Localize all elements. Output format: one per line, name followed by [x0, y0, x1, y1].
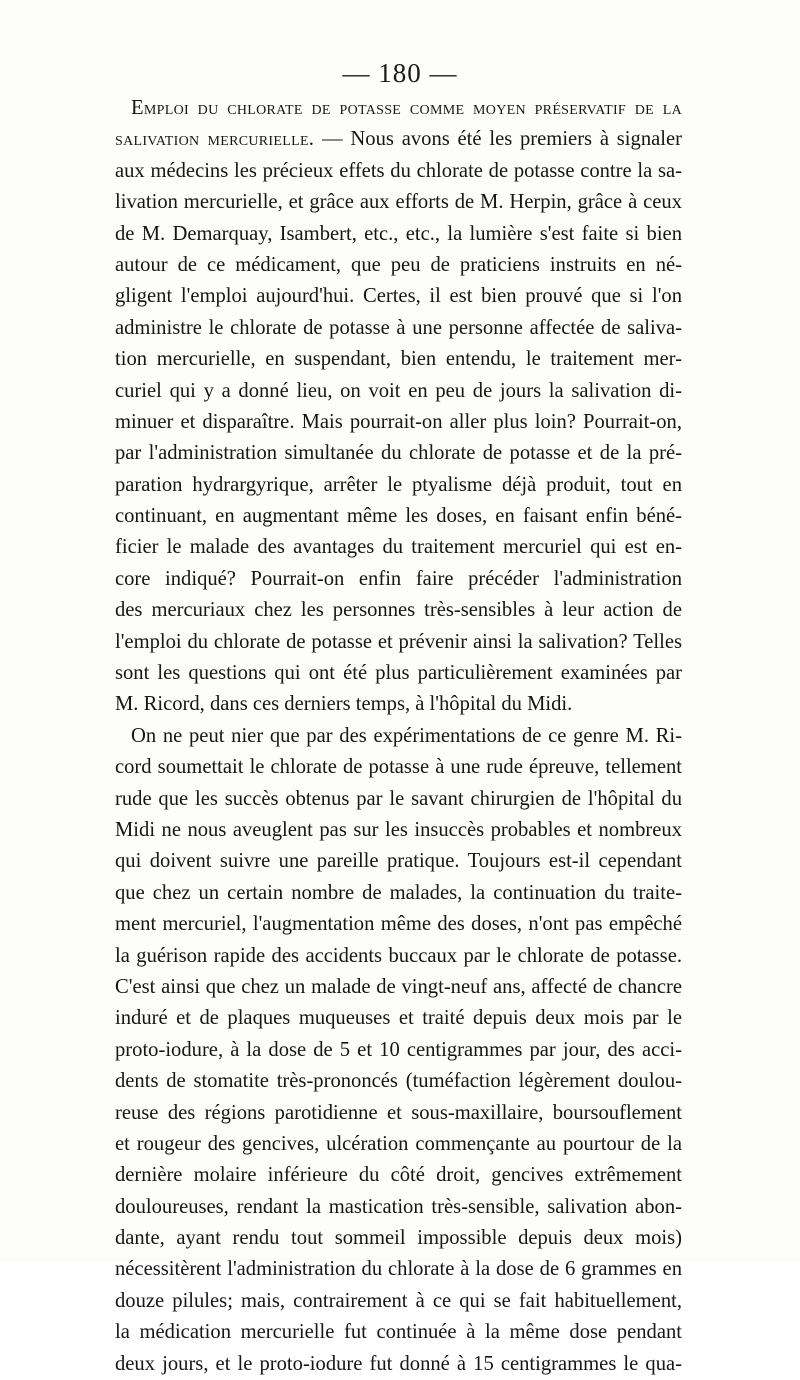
- text-line: ment mercuriel, l'augmentation même des doses, n'ont pas empêché: [115, 913, 682, 936]
- text-line: C'est ainsi que chez un malade de vingt-neuf ans, affecté de chancre: [115, 975, 682, 998]
- section-heading-end: salivation mercurielle.: [115, 128, 315, 151]
- text-line: induré et de plaques muqueuses et traité depuis deux mois par le: [115, 1007, 682, 1030]
- text-fragment: — Nous avons été les premiers à signaler: [314, 128, 682, 151]
- text-line: que chez un certain nombre de malades, la continuation du traite-: [115, 881, 682, 904]
- text-line: On ne peut nier que par des expérimentations de ce genre M. Ri-: [131, 724, 682, 747]
- text-line: minuer et disparaître. Mais pourrait-on aller plus loin? Pourrait-on,: [115, 410, 682, 433]
- text-line: tion mercurielle, en suspendant, bien entendu, le traitement mer-: [115, 348, 682, 371]
- text-line: la guérison rapide des accidents buccaux par le chlorate de potasse.: [115, 944, 682, 967]
- page-number: — 180 —: [342, 58, 458, 88]
- text-line: curiel qui y a donné lieu, on voit en peu de jours la salivation di-: [115, 379, 682, 402]
- text-line: livation mercurielle, et grâce aux efforts de M. Herpin, grâce à ceux: [115, 191, 682, 214]
- text-line: et rougeur des gencives, ulcération commençante au pourtour de la: [115, 1132, 682, 1155]
- text-line: administre le chlorate de potasse à une personne affectée de saliva-: [115, 316, 682, 339]
- text-line: dents de stomatite très-prononcés (tuméfaction légèrement doulou-: [115, 1070, 682, 1093]
- text-line: ficier le malade des avantages du traitement mercuriel qui est en-: [115, 536, 682, 559]
- body-text: [115, 93, 682, 1380]
- text-line: aux médecins les précieux effets du chlorate de potasse contre la sa-: [115, 159, 682, 182]
- text-line: cord soumettait le chlorate de potasse à une rude épreuve, tellement: [115, 756, 682, 779]
- text-line: proto-iodure, à la dose de 5 et 10 centigrammes par jour, des acci-: [115, 1038, 682, 1061]
- section-heading-line: Emploi du chlorate de potasse comme moyen préservatif de la: [131, 97, 682, 119]
- text-line: gligent l'emploi aujourd'hui. Certes, il est bien prouvé que si l'on: [115, 285, 682, 308]
- text-line: Midi ne nous aveuglent pas sur les insuccès probables et nombreux: [115, 818, 682, 841]
- text-line: douloureuses, rendant la mastication très-sensible, salivation abon-: [115, 1195, 682, 1218]
- text-line: sont les questions qui ont été plus particulièrement examinées par: [115, 662, 682, 685]
- text-line: des mercuriaux chez les personnes très-sensibles à leur action de: [115, 599, 682, 622]
- text-line: douze pilules; mais, contrairement à ce qui se fait habituellement,: [115, 1289, 682, 1312]
- text-line: continuant, en augmentant même les doses, en faisant enfin béné-: [115, 505, 682, 528]
- text-line: autour de ce médicament, que peu de praticiens instruits en né-: [115, 253, 682, 276]
- text-line: de M. Demarquay, Isambert, etc., etc., la lumière s'est faite si bien: [115, 222, 682, 245]
- text-line: paration hydrargyrique, arrêter le ptyalisme déjà produit, tout en: [115, 473, 682, 496]
- text-line: dante, ayant rendu tout sommeil impossible depuis deux mois): [115, 1227, 682, 1250]
- text-line: par l'administration simultanée du chlorate de potasse et de la pré-: [115, 442, 682, 465]
- text-line: rude que les succès obtenus par le savant chirurgien de l'hôpital du: [115, 787, 682, 810]
- text-line: qui doivent suivre une pareille pratique. Toujours est-il cependant: [115, 850, 682, 873]
- text-line: l'emploi du chlorate de potasse et prévenir ainsi la salivation? Telles: [115, 630, 682, 653]
- text-line: nécessitèrent l'administration du chlorate à la dose de 6 grammes en: [115, 1258, 682, 1281]
- text-line: [115, 124, 682, 155]
- text-line: core indiqué? Pourrait-on enfin faire précéder l'administration: [115, 567, 682, 590]
- text-line: reuse des régions parotidienne et sous-maxillaire, boursouflement: [115, 1101, 682, 1124]
- text-line: deux jours, et le proto-iodure fut donné à 15 centigrammes le qua-: [115, 1352, 682, 1375]
- text-line: la médication mercurielle fut continuée à la même dose pendant: [115, 1321, 682, 1344]
- text-line: M. Ricord, dans ces derniers temps, à l'hôpital du Midi.: [115, 693, 573, 716]
- text-line: dernière molaire inférieure du côté droit, gencives extrêmement: [115, 1164, 682, 1187]
